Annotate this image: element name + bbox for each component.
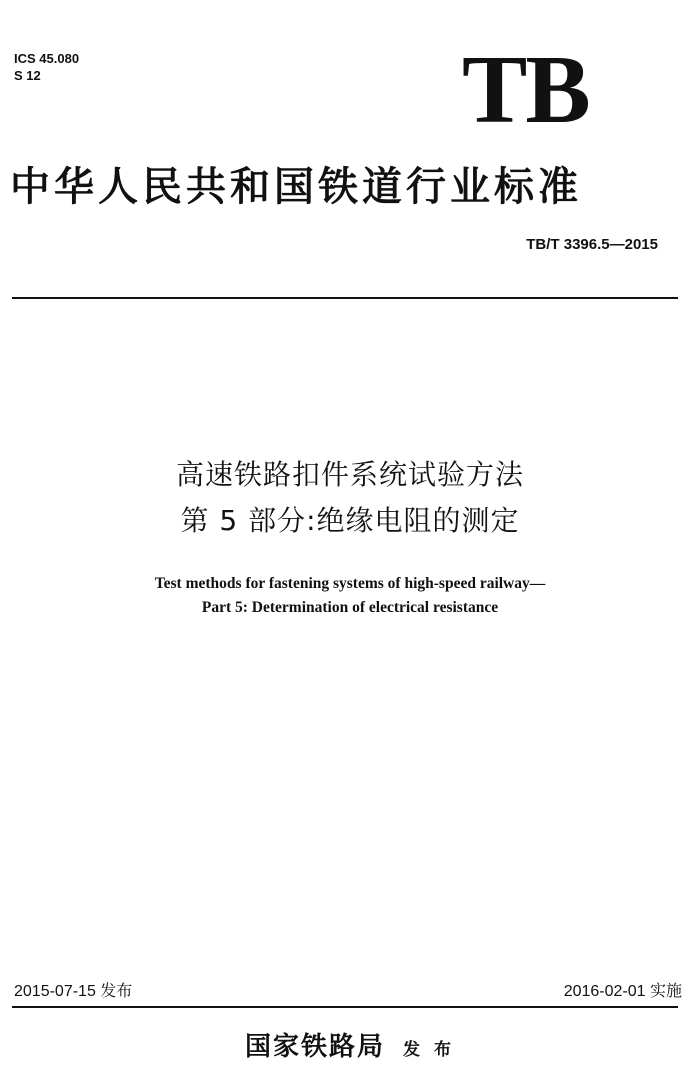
publisher-name: 国家铁路局	[245, 1032, 386, 1062]
ics-code: ICS 45.080	[14, 51, 80, 66]
cn-title-line2: 第 5 部分:绝缘电阻的测定	[180, 504, 520, 537]
issue-date: 2015-07-15 发布	[14, 983, 133, 1000]
en-title-line1: Test methods for fastening systems of high-speed railway—	[154, 575, 546, 592]
organization-title: 中华人民共和国铁道行业标准	[10, 163, 582, 210]
ics-block	[14, 50, 79, 84]
category-code: S 12	[14, 68, 41, 83]
en-title-line2: Part 5: Determination of electrical resistance	[201, 599, 499, 616]
tb-logo: TB	[462, 36, 589, 144]
standard-number: TB/T 3396.5—2015	[526, 236, 658, 253]
implement-date: 2016-02-01 实施	[563, 983, 682, 1000]
footer-divider	[12, 1006, 678, 1008]
publisher-block	[0, 1030, 700, 1067]
publish-label: 发 布	[403, 1040, 455, 1060]
header-divider	[12, 297, 678, 299]
cn-title-line1: 高速铁路扣件系统试验方法	[175, 458, 524, 491]
